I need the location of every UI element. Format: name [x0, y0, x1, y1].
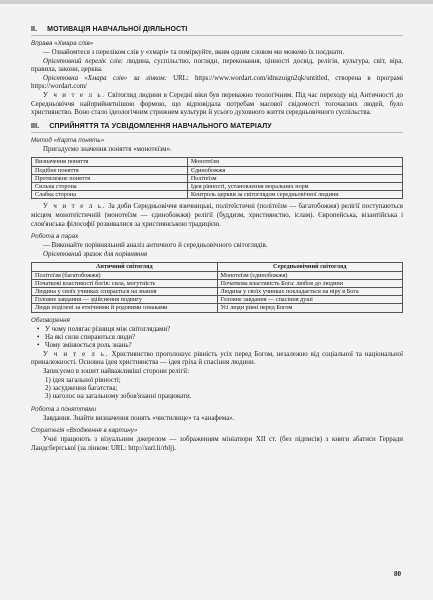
teacher-text: За доби Середньовіччя язичницькі, політеїстичні (політеїзм — багатобожжя) релігії поступаються місцем монотеїстичній (монотеїзм — єдинобожжя) релігії (буддизм, християнство, іслам). Європейська, візантійська і слов'янська філософії розвивалися за християнською традицією. [31, 203, 403, 228]
table-row [32, 174, 403, 182]
cloud-label: Орієнтовна «Хмара слів» за лінком: [43, 74, 167, 82]
cloud-link[interactable]: URL: https://www.wordart.com/idnszuign2qk/untitled, створена в програмі https://wordart.com/ [31, 74, 403, 91]
pair-work-text: — Виконайте порівняльний аналіз античного й середньовічного світоглядів. [43, 242, 268, 250]
table-cell: Початкові властивості богів: сила, могутність [32, 279, 218, 287]
table-header-row [32, 263, 403, 271]
question-item: • У чому полягає різниця між світоглядами? [31, 326, 403, 334]
question-item: • На які сили спираються люди? [31, 334, 403, 342]
teacher-text: Християнство проголошує рівність усіх перед Богом, незалежно від соціальної та національної приналежності. Основна ідея християнства — ідея гріха й спасіння людини. [31, 350, 403, 367]
method-label: Метод «Карта понять» [31, 136, 105, 144]
table-cell: Монотеїзм [187, 158, 402, 166]
table-row [32, 158, 403, 166]
teacher-paragraph [31, 351, 403, 368]
section-header-perception [31, 123, 403, 133]
teacher-lead: У ч и т е л ь. [43, 203, 106, 211]
discussion-label: Обговорення [31, 316, 70, 324]
pair-work-label: Робота в парах [31, 233, 79, 241]
table-cell: Люди поділені за етнічними й родовими ознаками [32, 304, 218, 312]
table-cell: Слабка сторона [32, 191, 188, 199]
table-cell: Монотеїзм (єдинобожжя) [217, 271, 403, 279]
table-cell: Сильна сторона [32, 182, 188, 190]
column-header: Античний світогляд [32, 263, 218, 271]
table-cell: Контроль церкви за світоглядом середньовічної людини [187, 191, 402, 199]
concepts-label: Робота з поняттями [31, 405, 97, 413]
table-cell: Єдинобожжя [187, 166, 402, 174]
table-cell: Головне завдання — здійснення подвигу [32, 296, 218, 304]
table-row [32, 191, 403, 199]
table-cell: Протилежне поняття [32, 174, 188, 182]
concepts-text: Завдання. Знайти визначення понять «чистилище» та «анафема». [43, 414, 235, 422]
cloud-paragraph [31, 75, 403, 92]
table-cell: Ідея рівності, установлення моральних норм [187, 182, 402, 190]
table-row [32, 182, 403, 190]
comparison-table [31, 262, 403, 312]
concept-map-table [31, 157, 403, 199]
table-cell: Головне завдання — спасіння душі [217, 296, 403, 304]
word-list-paragraph [31, 58, 403, 75]
teacher-paragraph [31, 203, 403, 229]
section-number: II. [31, 26, 38, 33]
section-title: СПРИЙНЯТТЯ ТА УСВІДОМЛЕННЯ НАВЧАЛЬНОГО МАТЕРІАЛУ [49, 122, 272, 130]
strategy-text: Учні працюють з візуальним джерелом — зображенням мініатюри XII ст. (без підписів) з книги абатиси Герради Ландсберґської (за лінком: URL: http://surl.li/rblj). [31, 436, 403, 452]
table-cell: Політеїзм [187, 174, 402, 182]
teacher-lead: У ч и т е л ь. [43, 350, 109, 358]
table-row [32, 279, 403, 287]
exercise-label: Вправа «Хмара слів» [31, 40, 94, 47]
question-item: • Чому змінюється роль знань? [31, 342, 403, 350]
table-cell: Подібне поняття [32, 166, 188, 174]
word-list-label: Орієнтовний перелік слів: [43, 57, 123, 65]
numbered-item: 2) засудження багатства; [45, 384, 118, 392]
table-cell: Визначення поняття [32, 158, 188, 166]
table-cell: Початкова властивість Бога: любов до людини [217, 279, 403, 287]
write-instruction: Записуємо в зошит найважливіші сторони релігії: [43, 367, 190, 375]
teacher-paragraph [31, 92, 403, 118]
word-list: людина, суспільство, погляди, переконання, цінності досвід, релігія, культура, світ, віра, правила, закони, церква. [31, 57, 403, 74]
table-row [32, 287, 403, 295]
instruction-text: — Ознайомтеся з переліком слів у «хмарі» та поміркуйте, яким одним словом ми можемо їх поєднати. [43, 49, 345, 56]
section-number: III. [31, 122, 40, 130]
table-cell: Людина у своїх учинках покладається на віру в Бога [217, 287, 403, 295]
page-number: 80 [394, 570, 401, 578]
table-row [32, 304, 403, 312]
numbered-item: 3) наголос на загальному зобов'язанні працювати. [45, 393, 192, 401]
table-cell: Людина у своїх учинках спирається на знання [32, 287, 218, 295]
table-row [32, 271, 403, 279]
table-row [32, 166, 403, 174]
strategy-label: Стратегія «Входження в картину» [31, 427, 138, 435]
section-title: МОТИВАЦІЯ НАВЧАЛЬНОЇ ДІЯЛЬНОСТІ [47, 26, 188, 33]
numbered-item: 1) ідея загальної рівності; [45, 376, 121, 384]
column-header: Середньовічний світогляд [217, 263, 403, 271]
method-text: Пригадуємо значення поняття «монотеїзм». [43, 145, 172, 153]
table-cell: Усі люди рівні перед Богом [217, 304, 403, 312]
teacher-lead: У ч и т е л ь. [43, 91, 106, 99]
teacher-text: Світогляд людини в Середні віки був переважно теологічним. Під час переходу від Античності до Середньовіччя найприйнятнішою формою, що відповідала потребам масової свідомості тогочасних людей, було християнство. Воно стало ідеологічним стрижнем культури й усього духовного життя середньовічного суспільства. [31, 91, 403, 117]
section-header-motivation [31, 26, 403, 36]
sample-label: Орієнтовний зразок для порівняння [43, 250, 148, 258]
table-cell: Політеїзм (багатобожжя) [32, 271, 218, 279]
table-row [32, 296, 403, 304]
